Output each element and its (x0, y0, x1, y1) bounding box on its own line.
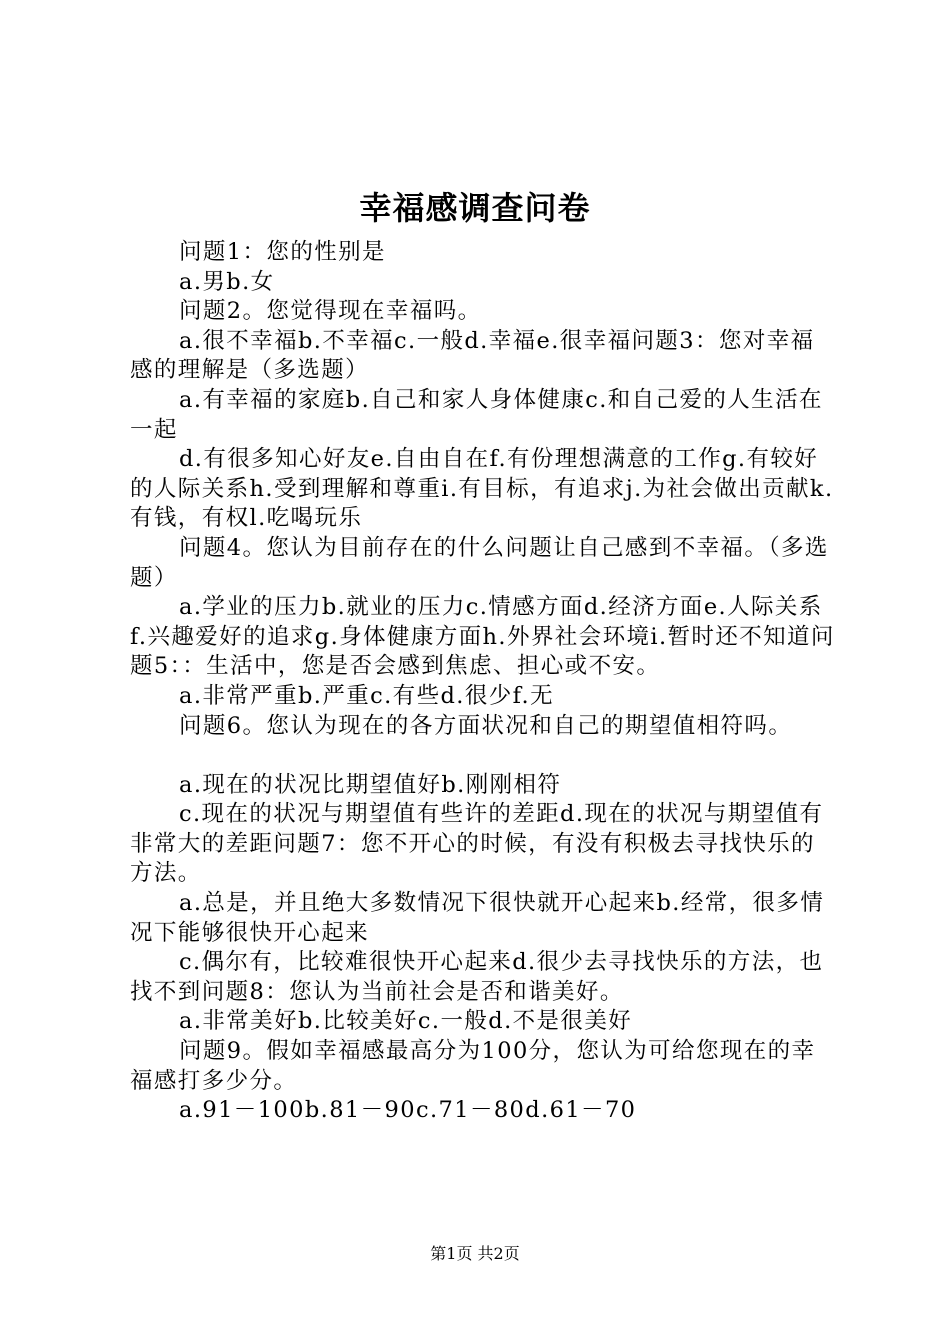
paragraph-q7-options-c-q8: c.偶尔有，比较难很快开心起来d.很少去寻找快乐的方法，也找不到问题8：您认为当前社会是否和谐美好。 (130, 949, 824, 1005)
paragraph-q4-options-q5: a.学业的压力b.就业的压力c.情感方面d.经济方面e.人际关系f.兴趣爱好的追求g.身体健康方面h.外界社会环境i.暂时还不知道问题5：：生活中，您是否会感到焦虑、担心或不安。 (130, 594, 835, 680)
paragraph-q3-options-d: d.有很多知心好友e.自由自在f.有份理想满意的工作g.有较好的人际关系h.受到理解和尊重i.有目标，有追求j.为社会做出贡献k.有钱，有权l.吃喝玩乐 (130, 446, 834, 532)
paragraph-q4: 问题4。您认为目前存在的什么问题让自己感到不幸福。（多选题） (130, 534, 829, 591)
paragraph-q6-options-c-q7: c.现在的状况与期望值有些许的差距d.现在的状况与期望值有非常大的差距问题7：您不开心的时候，有没有积极去寻找快乐的方法。 (130, 801, 824, 887)
paragraph-q8-options: a.非常美好b.比较美好c.一般d.不是很美好 (179, 1008, 633, 1035)
paragraph-q6-options-a: a.现在的状况比期望值好b.刚刚相符 (179, 771, 562, 798)
paragraph-q9: 问题9。假如幸福感最高分为100分，您认为可给您现在的幸福感打多少分。 (130, 1038, 816, 1094)
paragraph-q5-options: a.非常严重b.严重c.有些d.很少f.无 (179, 682, 555, 709)
paragraph-q1-options: a.男b.女 (179, 268, 275, 295)
page-footer: 第1页 共2页 (430, 1244, 520, 1263)
paragraph-q7-options-a: a.总是，并且绝大多数情况下很快就开心起来b.经常，很多情况下能够很快开心起来 (130, 890, 825, 946)
paragraph-q9-options: a.91－100b.81－90c.71－80d.61－70 (179, 1097, 637, 1124)
paragraph-q3-options-a: a.有幸福的家庭b.自己和家人身体健康c.和自己爱的人生活在一起 (130, 386, 823, 443)
document-body (130, 238, 835, 1126)
paragraph-q2-options-q3: a.很不幸福b.不幸福c.一般d.幸福e.很幸福问题3：您对幸福感的理解是（多选题） (130, 327, 815, 384)
paragraph-q2: 问题2。您觉得现在幸福吗。 (179, 298, 482, 325)
paragraph-q6: 问题6。您认为现在的各方面状况和自己的期望值相符吗。 (179, 712, 793, 739)
paragraph-q1: 问题1：您的性别是 (179, 239, 386, 265)
document-title: 幸福感调查问卷 (359, 189, 591, 227)
